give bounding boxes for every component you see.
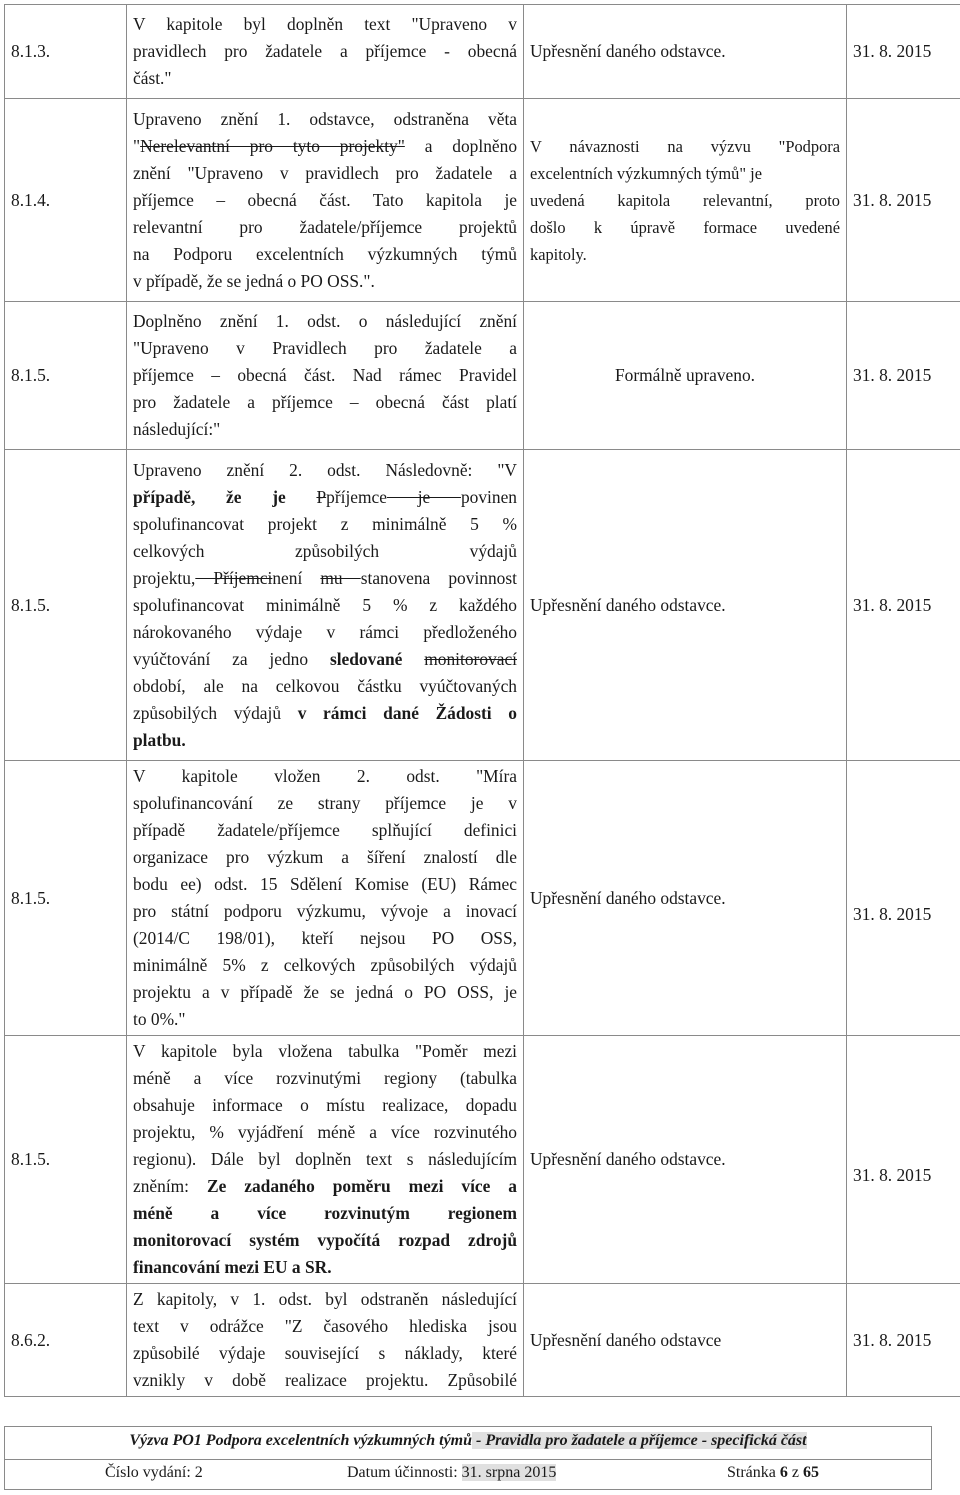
change-date: 31. 8. 2015	[847, 1284, 960, 1397]
footer-title: Výzva PO1 Podpora excelentních výzkumných týmů - Pravidla pro žadatele a příjemce - specifická část	[129, 1432, 807, 1449]
reason-line: kapitoly.	[530, 244, 587, 264]
change-description	[127, 1284, 524, 1397]
desc-line: minimálně 5% z celkových způsobilých výdajů	[133, 955, 517, 975]
reason-line: uvedená kapitola relevantní, proto	[530, 190, 840, 210]
desc-line: financování mezi EU a SR.	[133, 1257, 332, 1277]
desc-line: vznikly v době realizace projektu. Způsobilé	[133, 1370, 517, 1390]
desc-line: to 0%."	[133, 1009, 186, 1029]
table-row	[5, 99, 960, 302]
effective-date: Datum účinnosti: 31. srpna 2015	[347, 1464, 557, 1481]
desc-line: "Nerelevantní pro tyto projekty" a doplněno	[133, 135, 518, 156]
desc-line: "Upraveno v Pravidlech pro žadatele a	[133, 338, 517, 358]
change-description	[127, 761, 524, 1036]
desc-line: případě, že je Ppříjemce je povinen	[133, 486, 517, 507]
changes-table	[4, 4, 960, 1397]
change-date: 31. 8. 2015	[847, 302, 960, 450]
section-number: 8.1.5.	[5, 450, 127, 761]
desc-line: celkových způsobilých výdajů	[133, 540, 517, 561]
desc-line: V kapitole byla vložena tabulka "Poměr mezi	[133, 1041, 517, 1061]
table-row	[5, 450, 960, 761]
desc-line: text v odrážce "Z časového hlediska jsou	[133, 1316, 517, 1336]
page-footer	[4, 1426, 932, 1490]
desc-line: V kapitole vložen 2. odst. "Míra	[133, 766, 517, 786]
change-date: 31. 8. 2015	[847, 99, 960, 302]
desc-line: méně a více rozvinutými regiony (tabulka	[133, 1068, 517, 1088]
section-number: 8.1.5.	[5, 302, 127, 450]
desc-line: obsahuje informace o místu realizace, dopadu	[133, 1095, 517, 1115]
reason-line: V návaznosti na výzvu "Podpora	[530, 136, 840, 156]
change-date: 31. 8. 2015	[847, 450, 960, 761]
desc-line: příjemce – obecná část. Tato kapitola je	[133, 189, 517, 210]
desc-line: spolufinancovat minimálně 5 % z každého	[133, 594, 517, 615]
reason-line: došlo k úpravě formace uvedené	[530, 217, 840, 237]
deleted-text: Nerelevantní pro tyto projekty"	[140, 135, 405, 156]
desc-line: V kapitole byl doplněn text "Upraveno v	[133, 14, 517, 34]
desc-line: část."	[133, 68, 172, 88]
desc-line: pravidlech pro žadatele a příjemce - obecná	[133, 41, 517, 61]
deleted-text: Příjemci	[195, 567, 273, 588]
desc-line: projektu, Příjemcinení mu stanovena povinnost	[133, 567, 517, 588]
desc-line: projektu, % vyjádření méně a více rozvinutého	[133, 1122, 517, 1142]
desc-line: (2014/C 198/01), kteří nejsou PO OSS,	[133, 928, 517, 948]
section-number: 8.1.4.	[5, 99, 127, 302]
desc-line: následující:"	[133, 419, 221, 439]
desc-line: monitorovací systém vypočítá rozpad zdrojů	[133, 1230, 517, 1250]
desc-line: Z kapitoly, v 1. odst. byl odstraněn následující	[133, 1289, 517, 1309]
desc-line: spolufinancovat projekt z minimálně 5 %	[133, 513, 517, 534]
page-indicator: Stránka 6 z 65	[727, 1464, 819, 1481]
change-reason: Upřesnění daného odstavce.	[524, 1036, 847, 1284]
change-date: 31. 8. 2015	[847, 761, 960, 1036]
desc-line: případě žadatele/příjemce splňující definici	[133, 820, 517, 840]
table-row	[5, 1036, 960, 1284]
change-reason: Upřesnění daného odstavce	[524, 1284, 847, 1397]
section-number: 8.1.5.	[5, 761, 127, 1036]
change-description	[127, 1036, 524, 1284]
table-row	[5, 761, 960, 1036]
change-description	[127, 450, 524, 761]
desc-line: platbu.	[133, 729, 186, 750]
table-row	[5, 302, 960, 450]
desc-line: méně a více rozvinutým regionem	[133, 1203, 517, 1223]
desc-line: způsobilých výdajů v rámci dané Žádosti o	[133, 702, 517, 723]
change-description	[127, 99, 524, 302]
desc-line: období, ale na celkovou částku vyúčtovaných	[133, 675, 517, 696]
desc-line: v případě, že se jedná o PO OSS.".	[133, 270, 375, 291]
desc-line: nárokovaného výdaje v rámci předloženého	[133, 621, 517, 642]
deleted-text: monitorovací	[424, 648, 517, 669]
desc-line: spolufinancování ze strany příjemce je v	[133, 793, 517, 813]
desc-line: příjemce – obecná část. Nad rámec Pravidel	[133, 365, 517, 385]
desc-line: způsobilé výdaje související s náklady, které	[133, 1343, 517, 1363]
desc-line: Doplněno znění 1. odst. o následující znění	[133, 311, 517, 331]
desc-line: Upraveno znění 1. odstavce, odstraněna věta	[133, 108, 517, 129]
issue-number: Číslo vydání: 2	[105, 1464, 203, 1481]
table-row	[5, 1284, 960, 1397]
deleted-text: mu	[320, 567, 361, 588]
desc-line: relevantní pro žadatele/příjemce projektů	[133, 216, 517, 237]
footer-divider	[5, 1459, 931, 1460]
change-reason: Upřesnění daného odstavce.	[524, 761, 847, 1036]
desc-line: na Podporu excelentních výzkumných týmů	[133, 243, 517, 264]
deleted-text: P	[316, 486, 327, 507]
change-reason	[524, 99, 847, 302]
change-description	[127, 302, 524, 450]
change-description	[127, 5, 524, 99]
change-date: 31. 8. 2015	[847, 1036, 960, 1284]
change-date: 31. 8. 2015	[847, 5, 960, 99]
desc-line: organizace pro výzkum a šíření znalostí dle	[133, 847, 517, 867]
reason-line: excelentních výzkumných týmů" je	[530, 163, 762, 183]
desc-line: projektu a v případě že se jedná o PO OSS, je	[133, 982, 517, 1002]
desc-line: pro státní podporu výzkumu, vývoje a inovací	[133, 901, 517, 921]
change-reason: Formálně upraveno.	[524, 302, 847, 450]
section-number: 8.1.3.	[5, 5, 127, 99]
section-number: 8.6.2.	[5, 1284, 127, 1397]
desc-line: zněním: Ze zadaného poměru mezi více a	[133, 1176, 517, 1196]
desc-line: Upraveno znění 2. odst. Následovně: "V	[133, 459, 517, 480]
table-row	[5, 5, 960, 99]
desc-line: bodu ee) odst. 15 Sdělení Komise (EU) Rámec	[133, 874, 517, 894]
change-reason: Upřesnění daného odstavce.	[524, 450, 847, 761]
desc-line: pro žadatele a příjemce – obecná část platí	[133, 392, 517, 412]
deleted-text: je	[386, 486, 461, 507]
desc-line: znění "Upraveno v pravidlech pro žadatele a	[133, 162, 517, 183]
change-reason: Upřesnění daného odstavce.	[524, 5, 847, 99]
desc-line: regionu). Dále byl doplněn text s následujícím	[133, 1149, 517, 1169]
desc-line: vyúčtování za jedno sledované monitorovací	[133, 648, 517, 669]
section-number: 8.1.5.	[5, 1036, 127, 1284]
